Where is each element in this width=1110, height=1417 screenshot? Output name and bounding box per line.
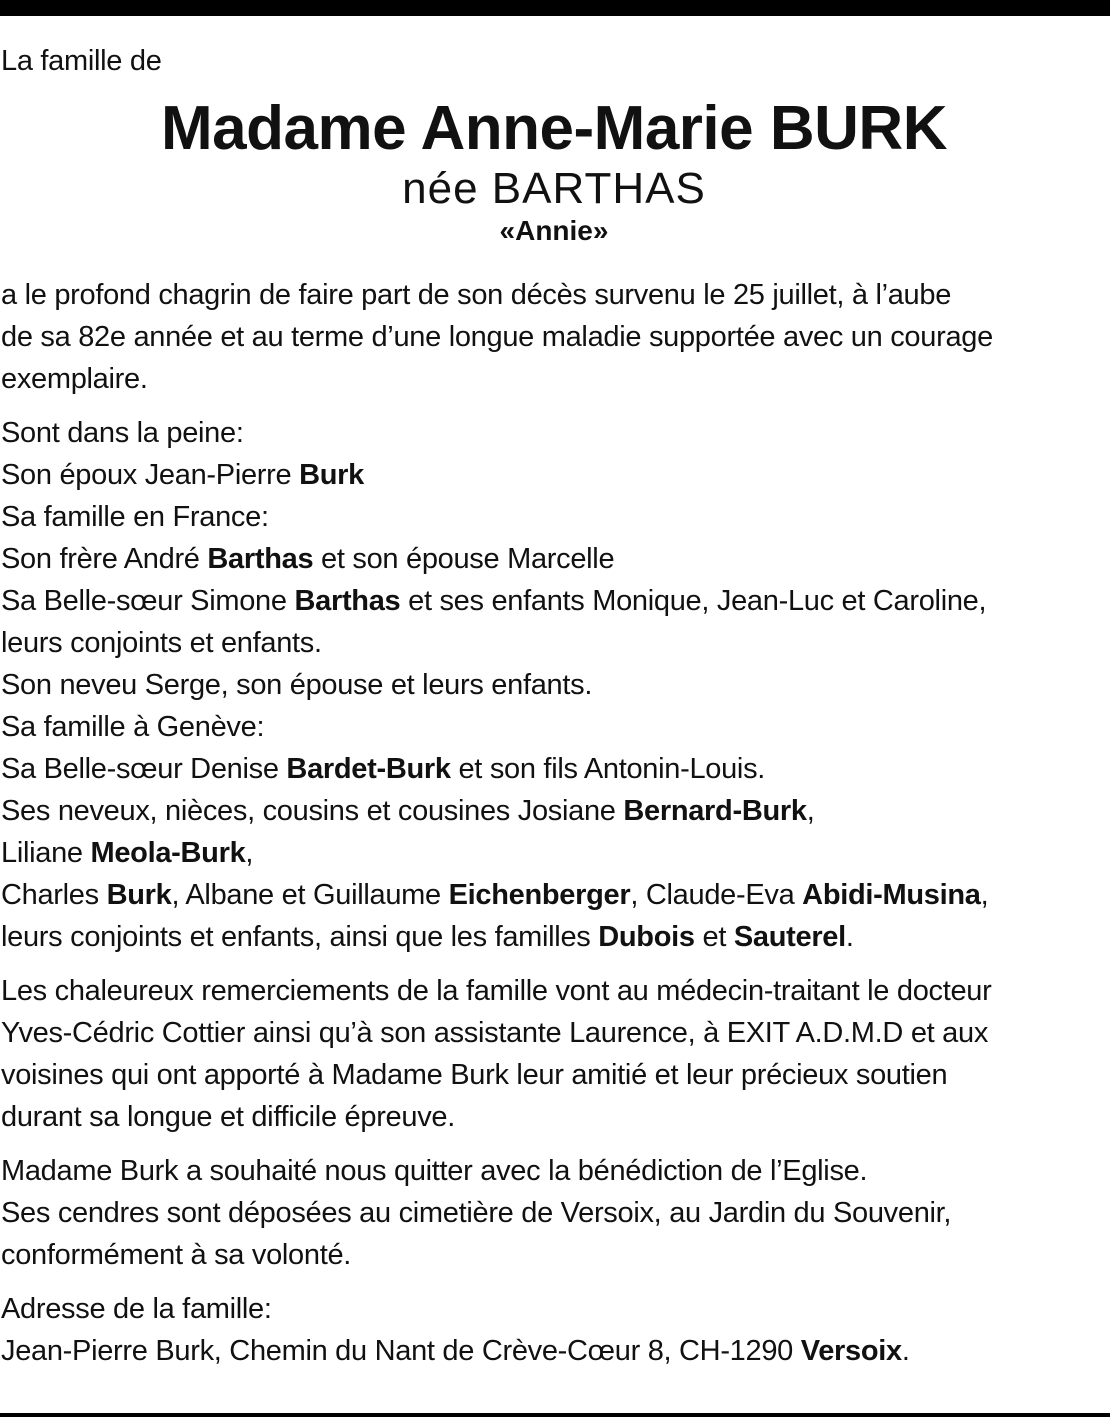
family-line: Ses neveux, nièces, cousins et cousines Josiane Bernard-Burk, [1, 795, 815, 827]
address-label: Adresse de la famille: [1, 1293, 272, 1325]
ceremony-line: conformément à sa volonté. [1, 1239, 352, 1271]
ceremony-line: Madame Burk a souhaité nous quitter avec la bénédiction de l’Eglise. [1, 1155, 868, 1187]
thanks-line: durant sa longue et difficile épreuve. [1, 1101, 455, 1133]
family-line: Liliane Meola-Burk, [1, 837, 254, 869]
family-line: Sa Belle-sœur Denise Bardet-Burk et son fils Antonin-Louis. [1, 753, 766, 785]
announcement-line: de sa 82e année et au terme d’une longue maladie supportée avec un courage [1, 321, 993, 353]
family-line: Sa famille à Genève: [1, 711, 265, 743]
family-line: Son frère André Barthas et son épouse Marcelle [1, 543, 615, 575]
top-rule [0, 0, 1110, 16]
thanks-line: Yves-Cédric Cottier ainsi qu’à son assistante Laurence, à EXIT A.D.M.D et aux [1, 1017, 989, 1049]
family-line: leurs conjoints et enfants, ainsi que les familles Dubois et Sauterel. [1, 921, 854, 953]
address-line: Jean-Pierre Burk, Chemin du Nant de Crève-Cœur 8, CH-1290 Versoix. [1, 1335, 910, 1367]
announcement-paragraph [1, 274, 1107, 400]
family-line: Son époux Jean-Pierre Burk [1, 459, 364, 491]
address-paragraph [1, 1288, 1107, 1372]
obituary-notice [1, 40, 1107, 1372]
intro-text: La famille de [1, 45, 162, 77]
bottom-rule [0, 1413, 1110, 1417]
family-line: Charles Burk, Albane et Guillaume Eichenberger, Claude-Eva Abidi-Musina, [1, 879, 989, 911]
family-line: Sa Belle-sœur Simone Barthas et ses enfants Monique, Jean-Luc et Caroline, [1, 585, 987, 617]
deceased-name: Madame Anne-Marie BURK [161, 94, 947, 163]
family-line: Sont dans la peine: [1, 417, 244, 449]
family-line: leurs conjoints et enfants. [1, 627, 322, 659]
announcement-line: a le profond chagrin de faire part de son décès survenu le 25 juillet, à l’aube [1, 279, 952, 311]
family-line: Sa famille en France: [1, 501, 269, 533]
ceremony-paragraph [1, 1150, 1107, 1276]
thanks-line: Les chaleureux remerciements de la famille vont au médecin-traitant le docteur [1, 975, 992, 1007]
thanks-line: voisines qui ont apporté à Madame Burk leur amitié et leur précieux soutien [1, 1059, 948, 1091]
announcement-line: exemplaire. [1, 363, 148, 395]
maiden-name: née BARTHAS [402, 164, 706, 213]
nickname: «Annie» [499, 215, 609, 246]
thanks-paragraph [1, 970, 1107, 1138]
ceremony-line: Ses cendres sont déposées au cimetière de Versoix, au Jardin du Souvenir, [1, 1197, 952, 1229]
family-list [1, 412, 1107, 958]
family-line: Son neveu Serge, son épouse et leurs enfants. [1, 669, 593, 701]
